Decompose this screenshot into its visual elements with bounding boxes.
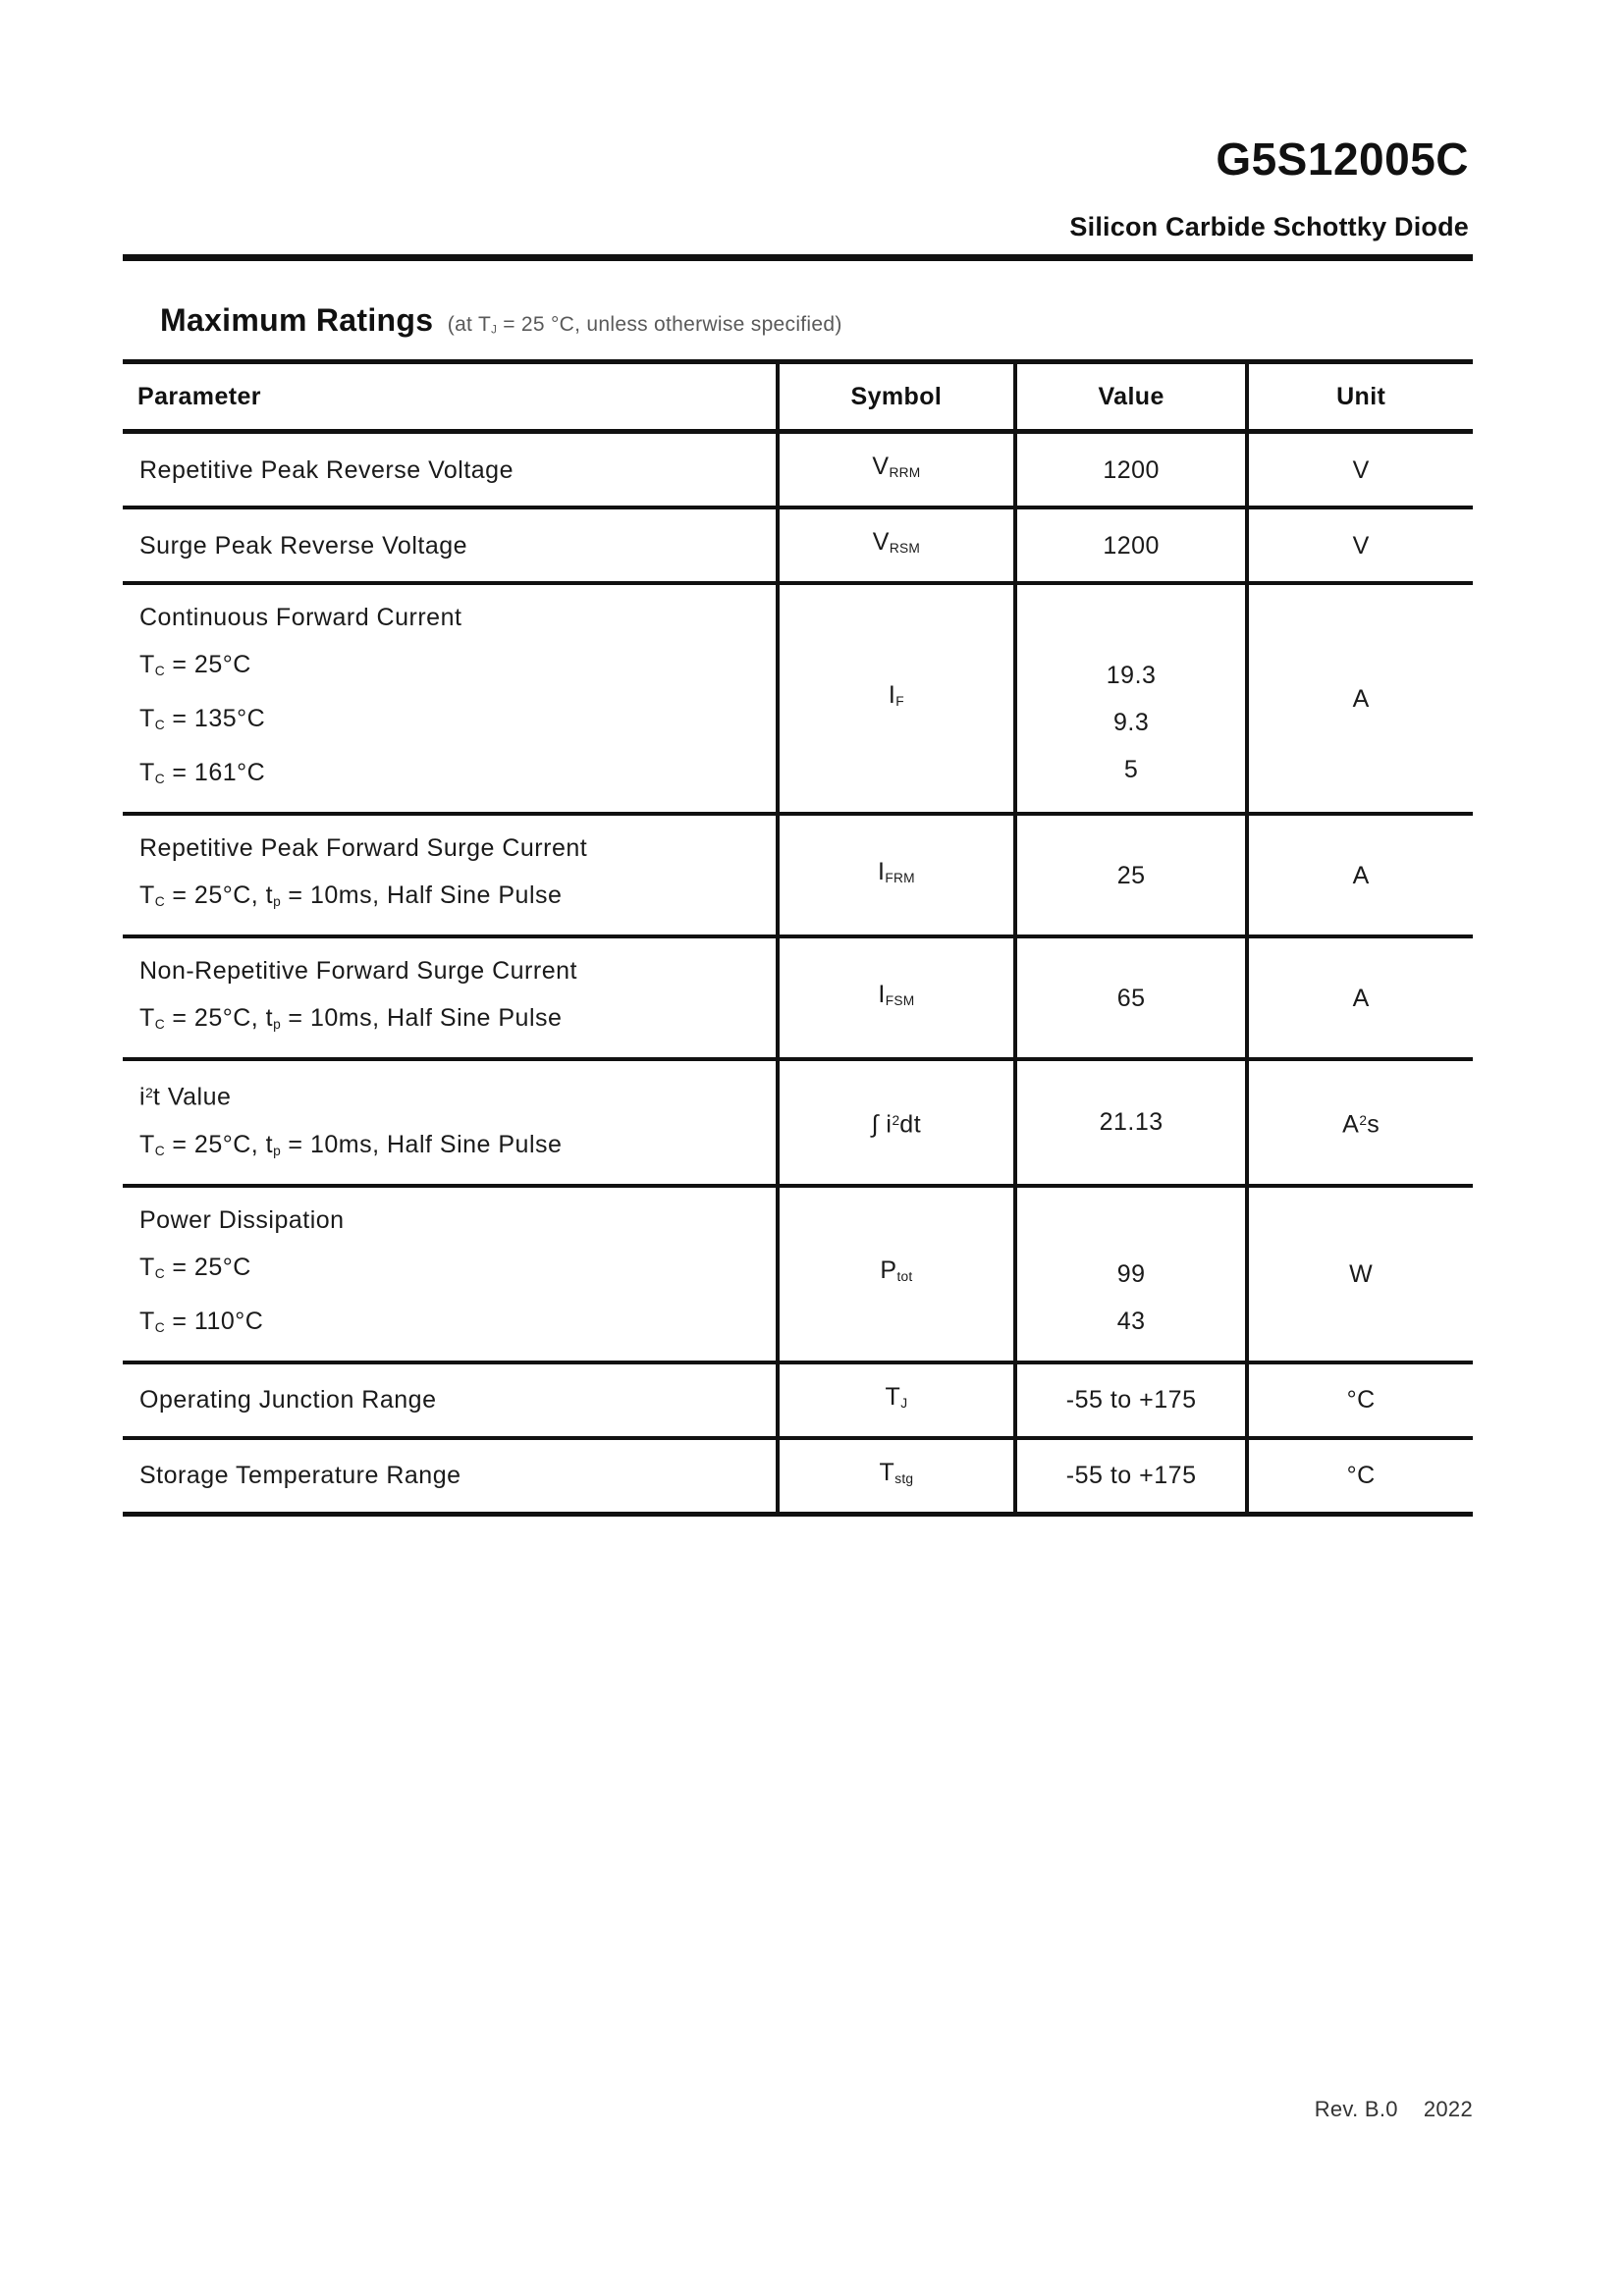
value-text: 5 — [1123, 755, 1139, 783]
unit-text: A — [1352, 684, 1370, 713]
symbol-text: $V_{RSM}$ — [872, 528, 921, 557]
param-title: Repetitive Peak Reverse Voltage — [139, 455, 514, 484]
symbol-text: $I_{FSM}$ — [878, 981, 915, 1009]
value-text: 19.3 — [1106, 661, 1157, 689]
value-text — [1017, 1203, 1246, 1251]
unit-cell — [1247, 1059, 1473, 1186]
unit-cell — [1247, 814, 1473, 936]
symbol-text: $V_{RRM}$ — [872, 453, 921, 481]
param-title: Storage Temperature Range — [139, 1462, 461, 1490]
value-text: 21.13 — [1099, 1108, 1164, 1137]
value-cell — [1015, 1362, 1248, 1438]
revision-year: 2022 — [1423, 2097, 1473, 2121]
unit-cell — [1247, 1186, 1473, 1362]
value-text: 9.3 — [1112, 708, 1150, 736]
param-cell — [123, 1362, 778, 1438]
unit-cell — [1247, 432, 1473, 508]
revision-label: Rev. B.0 — [1314, 2097, 1398, 2121]
symbol-text: $I_{FRM}$ — [877, 858, 915, 886]
unit-cell — [1247, 583, 1473, 814]
unit-cell — [1247, 936, 1473, 1059]
param-cell — [123, 432, 778, 508]
section-note: (at $T_J = 25$ °C, unless otherwise specified) — [447, 313, 842, 337]
value-text: 43 — [1116, 1307, 1146, 1335]
table-row — [123, 814, 1473, 936]
param-condition: $T_C = 110^\circ C$ — [139, 1307, 264, 1335]
unit-cell — [1247, 507, 1473, 583]
symbol-cell — [778, 1438, 1015, 1515]
column-header-value: Value — [1015, 362, 1248, 432]
section-title: Maximum Ratings — [160, 302, 434, 338]
value-text: 99 — [1116, 1259, 1146, 1288]
table-row — [123, 1438, 1473, 1515]
value-cell — [1015, 507, 1248, 583]
param-title: Repetitive Peak Forward Surge Current — [139, 834, 588, 863]
header-rule — [123, 254, 1473, 261]
symbol-cell — [778, 936, 1015, 1059]
value-text: 65 — [1116, 984, 1146, 1012]
param-title: Operating Junction Range — [139, 1386, 437, 1415]
param-cell — [123, 814, 778, 936]
value-text — [1017, 605, 1246, 652]
param-condition: $T_C = 25^\circ C$, $t_p = 10ms$, Half Sine Pulse — [139, 1004, 563, 1033]
symbol-text: $T_J$ — [885, 1382, 908, 1411]
unit-text: A — [1352, 984, 1370, 1012]
symbol-cell — [778, 1059, 1015, 1186]
param-title: Non-Repetitive Forward Surge Current — [139, 957, 577, 986]
value-text: 1200 — [1103, 455, 1160, 484]
value-cell — [1015, 583, 1248, 814]
param-title: Continuous Forward Current — [139, 604, 462, 632]
table-row — [123, 1186, 1473, 1362]
table-row — [123, 432, 1473, 508]
document-footer — [123, 2097, 1473, 2122]
symbol-cell — [778, 814, 1015, 936]
part-number: G5S12005C — [1216, 133, 1469, 185]
symbol-cell — [778, 507, 1015, 583]
column-header-symbol: Symbol — [778, 362, 1015, 432]
param-condition: $T_C = 135^\circ C$ — [139, 705, 266, 733]
param-condition: $T_C = 25^\circ C$ — [139, 1253, 251, 1281]
param-cell — [123, 1438, 778, 1515]
value-cell — [1015, 1059, 1248, 1186]
symbol-cell — [778, 432, 1015, 508]
symbol-text: $I_F$ — [888, 681, 904, 710]
param-title: $i^2t$ Value — [139, 1083, 232, 1111]
table-row — [123, 583, 1473, 814]
param-cell — [123, 583, 778, 814]
column-header-unit: Unit — [1247, 362, 1473, 432]
param-condition: $T_C = 161^\circ C$ — [139, 759, 266, 787]
param-cell — [123, 507, 778, 583]
param-condition: $T_C = 25^\circ C$ — [139, 651, 251, 679]
maximum-ratings-table — [123, 359, 1473, 1517]
unit-text: °C — [1346, 1386, 1376, 1415]
value-text: -55 to +175 — [1065, 1462, 1197, 1490]
document-subtitle: Silicon Carbide Schottky Diode — [1069, 212, 1469, 241]
symbol-cell — [778, 1362, 1015, 1438]
param-title: Power Dissipation — [139, 1205, 345, 1234]
table-header-row — [123, 362, 1473, 432]
value-cell — [1015, 432, 1248, 508]
unit-text: W — [1349, 1259, 1374, 1288]
param-condition: $T_C = 25^\circ C$, $t_p = 10ms$, Half Sine Pulse — [139, 1130, 563, 1158]
value-text: 1200 — [1103, 531, 1160, 560]
param-cell — [123, 1059, 778, 1186]
column-header-parameter: Parameter — [137, 383, 261, 410]
unit-cell — [1247, 1438, 1473, 1515]
value-text: 25 — [1116, 861, 1146, 889]
value-cell — [1015, 936, 1248, 1059]
unit-text: V — [1352, 531, 1370, 560]
symbol-cell — [778, 583, 1015, 814]
unit-text: °C — [1346, 1462, 1376, 1490]
unit-text: V — [1352, 455, 1370, 484]
value-text: -55 to +175 — [1065, 1386, 1197, 1415]
value-cell — [1015, 814, 1248, 936]
symbol-text: $T_{stg}$ — [879, 1458, 914, 1486]
param-cell — [123, 936, 778, 1059]
param-condition: $T_C = 25^\circ C$, $t_p = 10ms$, Half Sine Pulse — [139, 881, 563, 910]
unit-text: A — [1352, 861, 1370, 889]
table-row — [123, 1059, 1473, 1186]
symbol-cell — [778, 1186, 1015, 1362]
value-cell — [1015, 1186, 1248, 1362]
unit-cell — [1247, 1362, 1473, 1438]
symbol-text: $P_{tot}$ — [880, 1256, 913, 1285]
section-heading — [160, 302, 842, 339]
symbol-text: ∫ $i^2dt$ — [871, 1110, 922, 1139]
table-row — [123, 936, 1473, 1059]
table-row — [123, 1362, 1473, 1438]
param-cell — [123, 1186, 778, 1362]
param-title: Surge Peak Reverse Voltage — [139, 531, 468, 560]
table-row — [123, 507, 1473, 583]
unit-text: $A^2s$ — [1342, 1110, 1380, 1139]
value-cell — [1015, 1438, 1248, 1515]
